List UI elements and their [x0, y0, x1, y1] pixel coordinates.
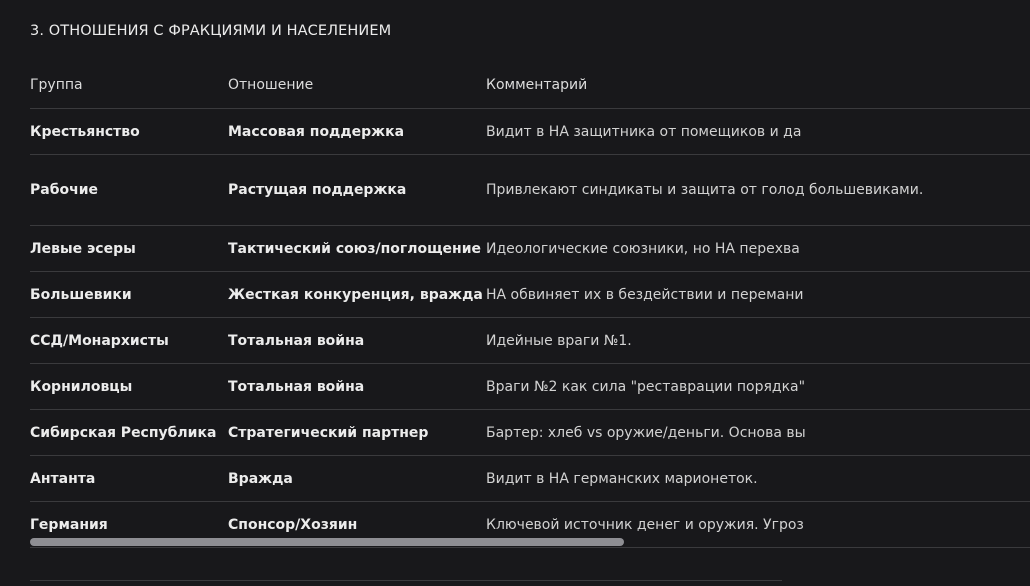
cell-relation: Жесткая конкуренция, вражда: [228, 272, 486, 318]
relations-table-container[interactable]: [30, 62, 924, 548]
table-row: [30, 410, 1030, 456]
divider: [30, 580, 782, 581]
cell-relation: Тотальная война: [228, 318, 486, 364]
cell-relation: Тотальная война: [228, 364, 486, 410]
horizontal-scrollbar[interactable]: [30, 538, 782, 546]
cell-comment: Идеологические союзники, но НА перехва: [486, 226, 1030, 272]
table-row: [30, 226, 1030, 272]
section-title: 3. ОТНОШЕНИЯ С ФРАКЦИЯМИ И НАСЕЛЕНИЕМ: [30, 23, 392, 39]
cell-relation: Спонсор/Хозяин: [228, 502, 486, 548]
cell-relation: Вражда: [228, 456, 486, 502]
cell-group: Крестьянство: [30, 109, 228, 155]
cell-group: Большевики: [30, 272, 228, 318]
table-row: [30, 364, 1030, 410]
cell-comment: Привлекают синдикаты и защита от голод большевиками.: [486, 155, 1030, 226]
cell-comment: Идейные враги №1.: [486, 318, 1030, 364]
cell-comment: Враги №2 как сила "реставрации порядка": [486, 364, 1030, 410]
cell-relation: Тактический союз/поглощение: [228, 226, 486, 272]
table-row: [30, 272, 1030, 318]
column-header-comment: Комментарий: [486, 62, 1030, 109]
cell-comment: Видит в НА защитника от помещиков и да: [486, 109, 1030, 155]
cell-group: Антанта: [30, 456, 228, 502]
column-header-relation: Отношение: [228, 62, 486, 109]
cell-relation: Массовая поддержка: [228, 109, 486, 155]
cell-relation: Растущая поддержка: [228, 155, 486, 226]
relations-table: [30, 62, 1030, 548]
table-row: [30, 155, 1030, 226]
cell-group: Корниловцы: [30, 364, 228, 410]
table-row: [30, 456, 1030, 502]
horizontal-scrollbar-thumb[interactable]: [30, 538, 624, 546]
cell-comment: Видит в НА германских марионеток.: [486, 456, 1030, 502]
cell-relation: Стратегический партнер: [228, 410, 486, 456]
cell-group: ССД/Монархисты: [30, 318, 228, 364]
cell-group: Рабочие: [30, 155, 228, 226]
cell-group: Сибирская Республика: [30, 410, 228, 456]
table-header-row: [30, 62, 1030, 109]
column-header-group: Группа: [30, 62, 228, 109]
cell-comment: Бартер: хлеб vs оружие/деньги. Основа вы: [486, 410, 1030, 456]
cell-group: Германия: [30, 502, 228, 548]
table-row: [30, 109, 1030, 155]
cell-group: Левые эсеры: [30, 226, 228, 272]
table-row: [30, 318, 1030, 364]
cell-comment: НА обвиняет их в бездействии и перемани: [486, 272, 1030, 318]
cell-comment: Ключевой источник денег и оружия. Угроз: [486, 502, 1030, 548]
